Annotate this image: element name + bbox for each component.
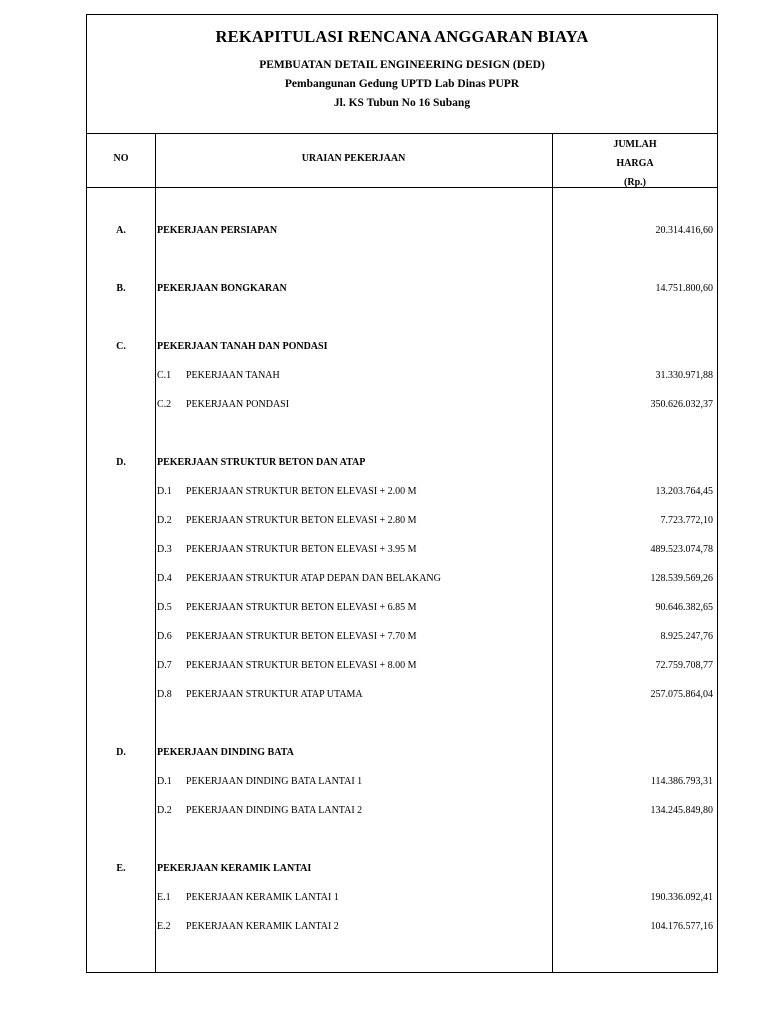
item-label: PEKERJAAN STRUKTUR BETON ELEVASI + 8.00 M <box>186 660 417 671</box>
row-amount: 8.925.247,76 <box>660 631 713 642</box>
table-body <box>87 15 717 972</box>
row-amount: 90.646.382,65 <box>655 602 713 613</box>
section-row <box>87 747 717 763</box>
document-title: REKAPITULASI RENCANA ANGGARAN BIAYA <box>215 27 589 46</box>
item-code: E.2 <box>157 921 171 932</box>
row-amount: 72.759.708,77 <box>655 660 713 671</box>
item-row <box>87 776 717 792</box>
item-row <box>87 573 717 589</box>
row-amount: 114.386.793,31 <box>650 776 713 787</box>
item-label: PEKERJAAN KERAMIK LANTAI 2 <box>186 921 339 932</box>
section-label: PEKERJAAN BONGKARAN <box>157 283 287 294</box>
item-row <box>87 544 717 560</box>
item-row <box>87 689 717 705</box>
row-amount: 7.723.772,10 <box>660 515 713 526</box>
item-code: D.3 <box>157 544 172 555</box>
section-label: PEKERJAAN KERAMIK LANTAI <box>157 863 312 874</box>
row-number: D. <box>116 457 126 468</box>
row-number: E. <box>116 863 126 874</box>
item-label: PEKERJAAN STRUKTUR ATAP DEPAN DAN BELAKANG <box>186 573 441 584</box>
row-amount: 13.203.764,45 <box>655 486 713 497</box>
item-code: D.4 <box>157 573 172 584</box>
item-label: PEKERJAAN STRUKTUR BETON ELEVASI + 3.95 M <box>186 544 417 555</box>
item-label: PEKERJAAN TANAH <box>186 370 280 381</box>
row-amount: 31.330.971,88 <box>655 370 713 381</box>
item-label: PEKERJAAN STRUKTUR BETON ELEVASI + 7.70 M <box>186 631 417 642</box>
column-header-jumlah-line2: HARGA <box>616 158 654 169</box>
row-number: D. <box>116 747 126 758</box>
section-row <box>87 225 717 241</box>
section-label: PEKERJAAN STRUKTUR BETON DAN ATAP <box>157 457 366 468</box>
section-label: PEKERJAAN TANAH DAN PONDASI <box>157 341 328 352</box>
column-header-jumlah-line1: JUMLAH <box>613 139 657 150</box>
row-amount: 134.245.849,80 <box>650 805 713 816</box>
column-header-jumlah-line3: (Rp.) <box>624 177 646 188</box>
section-row <box>87 341 717 357</box>
row-number: C. <box>116 341 126 352</box>
item-row <box>87 370 717 386</box>
section-row <box>87 863 717 879</box>
item-label: PEKERJAAN STRUKTUR BETON ELEVASI + 2.80 M <box>186 515 417 526</box>
item-code: D.7 <box>157 660 172 671</box>
row-amount: 489.523.074,78 <box>650 544 713 555</box>
item-code: D.2 <box>157 515 172 526</box>
item-row <box>87 660 717 676</box>
section-label: PEKERJAAN DINDING BATA <box>157 747 294 758</box>
item-row <box>87 805 717 821</box>
row-amount: 14.751.800,60 <box>655 283 713 294</box>
item-row <box>87 602 717 618</box>
section-label: PEKERJAAN PERSIAPAN <box>157 225 278 236</box>
row-amount: 257.075.864,04 <box>650 689 713 700</box>
item-row <box>87 892 717 908</box>
item-code: D.1 <box>157 776 172 787</box>
item-row <box>87 399 717 415</box>
item-code: D.2 <box>157 805 172 816</box>
row-amount: 350.626.032,37 <box>650 399 713 410</box>
item-row <box>87 515 717 531</box>
item-label: PEKERJAAN STRUKTUR BETON ELEVASI + 6.85 M <box>186 602 417 613</box>
item-label: PEKERJAAN DINDING BATA LANTAI 2 <box>186 805 363 816</box>
row-amount: 104.176.577,16 <box>650 921 713 932</box>
item-code: E.1 <box>157 892 171 903</box>
item-code: D.1 <box>157 486 172 497</box>
item-label: PEKERJAAN STRUKTUR BETON ELEVASI + 2.00 M <box>186 486 417 497</box>
item-code: D.5 <box>157 602 172 613</box>
row-amount: 190.336.092,41 <box>650 892 713 903</box>
item-code: C.1 <box>157 370 172 381</box>
item-code: C.2 <box>157 399 172 410</box>
item-label: PEKERJAAN PONDASI <box>186 399 290 410</box>
project-address: Jl. KS Tubun No 16 Subang <box>333 97 471 109</box>
item-code: D.8 <box>157 689 172 700</box>
column-header-no: NO <box>113 153 129 164</box>
row-number: B. <box>116 283 126 294</box>
item-row <box>87 921 717 937</box>
item-code: D.6 <box>157 631 172 642</box>
item-label: PEKERJAAN KERAMIK LANTAI 1 <box>186 892 339 903</box>
project-building: Pembangunan Gedung UPTD Lab Dinas PUPR <box>284 78 520 90</box>
item-row <box>87 631 717 647</box>
item-row <box>87 486 717 502</box>
section-row <box>87 283 717 299</box>
rab-sheet <box>86 14 718 973</box>
row-amount: 128.539.569,26 <box>650 573 713 584</box>
section-row <box>87 457 717 473</box>
column-header-uraian: URAIAN PEKERJAAN <box>301 153 406 164</box>
row-amount: 20.314.416,60 <box>655 225 713 236</box>
item-label: PEKERJAAN DINDING BATA LANTAI 1 <box>186 776 363 787</box>
project-name: PEMBUATAN DETAIL ENGINEERING DESIGN (DED) <box>259 59 545 71</box>
item-label: PEKERJAAN STRUKTUR ATAP UTAMA <box>186 689 363 700</box>
row-number: A. <box>116 225 126 236</box>
